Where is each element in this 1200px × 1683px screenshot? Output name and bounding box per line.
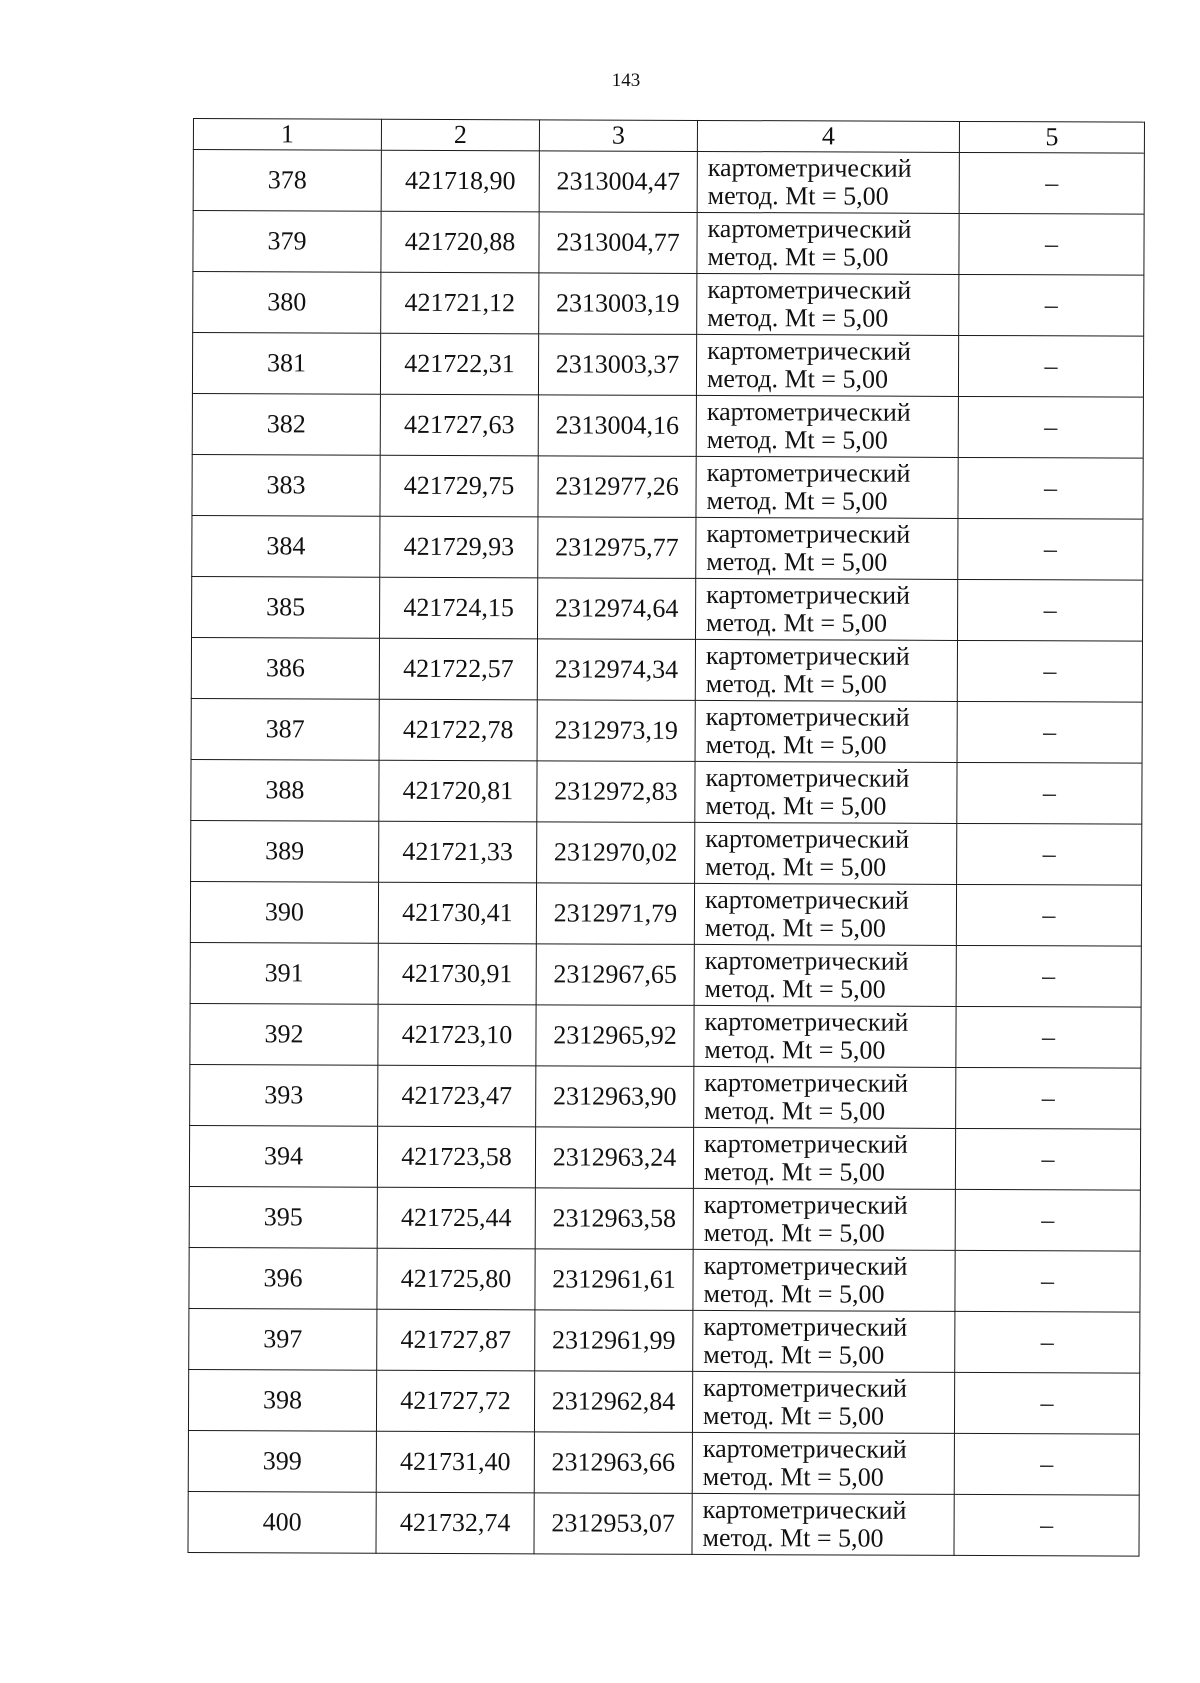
point-number-cell: 396 xyxy=(189,1247,377,1309)
x-coordinate-cell: 421721,33 xyxy=(379,821,537,883)
description-cell: – xyxy=(957,579,1142,641)
method-cell xyxy=(696,578,958,640)
description-cell: – xyxy=(957,640,1142,702)
method-line-1: картометрический xyxy=(704,1128,908,1159)
table-row xyxy=(188,1369,1139,1434)
method-line-1: картометрический xyxy=(702,1494,907,1525)
method-cell xyxy=(695,761,957,823)
y-coordinate-cell: 2312963,66 xyxy=(534,1432,692,1494)
description-cell: – xyxy=(959,152,1144,214)
coordinates-table xyxy=(187,118,1145,1557)
method-cell xyxy=(695,639,957,701)
method-line-1: картометрический xyxy=(704,1067,909,1098)
point-number-cell: 382 xyxy=(192,393,380,455)
method-cell xyxy=(692,1493,954,1555)
point-number-cell: 390 xyxy=(190,881,378,943)
y-coordinate-cell: 2312974,34 xyxy=(537,639,695,701)
description-cell: – xyxy=(956,1067,1141,1129)
x-coordinate-cell: 421722,78 xyxy=(379,699,537,761)
method-line-1: картометрический xyxy=(703,1189,908,1220)
y-coordinate-cell: 2312975,77 xyxy=(538,517,696,579)
y-coordinate-cell: 2312974,64 xyxy=(538,578,696,640)
table-row xyxy=(193,272,1144,337)
method-line-1: картометрический xyxy=(706,457,911,488)
method-line-2: метод. Mt = 5,00 xyxy=(707,302,889,333)
description-cell: – xyxy=(959,274,1144,336)
method-line-1: картометрический xyxy=(706,396,911,427)
header-cell-2: 2 xyxy=(381,119,539,151)
method-line-2: метод. Mt = 5,00 xyxy=(705,729,887,760)
method-line-2: метод. Mt = 5,00 xyxy=(703,1217,885,1248)
point-number-cell: 385 xyxy=(192,576,380,638)
y-coordinate-cell: 2312961,61 xyxy=(535,1249,693,1311)
table-row xyxy=(189,1247,1140,1312)
y-coordinate-cell: 2313004,47 xyxy=(539,151,697,213)
x-coordinate-cell: 421725,80 xyxy=(377,1248,535,1310)
description-cell: – xyxy=(954,1494,1139,1556)
table-row xyxy=(192,454,1143,519)
description-cell: – xyxy=(958,335,1143,397)
method-line-2: метод. Mt = 5,00 xyxy=(702,1461,884,1492)
method-line-1: картометрический xyxy=(703,1372,907,1403)
method-line-1: картометрический xyxy=(705,640,910,671)
x-coordinate-cell: 421727,72 xyxy=(376,1370,534,1432)
method-line-1: картометрический xyxy=(705,701,910,732)
method-cell xyxy=(696,395,958,457)
point-number-cell: 398 xyxy=(188,1369,376,1431)
table-body xyxy=(188,150,1144,1557)
x-coordinate-cell: 421718,90 xyxy=(381,150,539,212)
method-line-1: картометрический xyxy=(703,1311,908,1342)
y-coordinate-cell: 2313004,77 xyxy=(539,212,697,274)
method-line-2: метод. Mt = 5,00 xyxy=(703,1156,886,1187)
point-number-cell: 378 xyxy=(193,150,381,212)
method-cell xyxy=(692,1432,954,1494)
method-line-1: картометрический xyxy=(705,762,910,793)
header-cell-1: 1 xyxy=(193,119,381,151)
y-coordinate-cell: 2312967,65 xyxy=(536,944,694,1006)
description-cell: – xyxy=(955,1311,1140,1373)
point-number-cell: 384 xyxy=(192,515,380,577)
y-coordinate-cell: 2312963,24 xyxy=(535,1127,693,1189)
description-cell: – xyxy=(956,1006,1141,1068)
table-row xyxy=(192,515,1143,580)
x-coordinate-cell: 421731,40 xyxy=(376,1431,534,1493)
x-coordinate-cell: 421729,93 xyxy=(380,516,538,578)
method-line-2: метод. Mt = 5,00 xyxy=(702,1400,885,1431)
description-cell: – xyxy=(954,1433,1139,1495)
x-coordinate-cell: 421727,87 xyxy=(377,1309,535,1371)
method-line-1: картометрический xyxy=(707,213,912,244)
y-coordinate-cell: 2312963,90 xyxy=(536,1066,694,1128)
method-line-1: картометрический xyxy=(704,884,909,915)
table-row xyxy=(190,881,1141,946)
table-header xyxy=(193,119,1144,154)
method-line-1: картометрический xyxy=(706,518,911,549)
y-coordinate-cell: 2312973,19 xyxy=(537,700,695,762)
description-cell: – xyxy=(958,457,1143,519)
x-coordinate-cell: 421730,91 xyxy=(378,943,536,1005)
header-cell-4: 4 xyxy=(697,120,959,152)
y-coordinate-cell: 2312965,92 xyxy=(536,1005,694,1067)
table-row xyxy=(191,820,1142,885)
point-number-cell: 397 xyxy=(189,1308,377,1370)
method-line-2: метод. Mt = 5,00 xyxy=(704,973,886,1004)
x-coordinate-cell: 421720,81 xyxy=(379,760,537,822)
table-row xyxy=(193,150,1144,215)
table-row xyxy=(193,211,1144,276)
y-coordinate-cell: 2313004,16 xyxy=(538,395,696,457)
description-cell: – xyxy=(954,1372,1139,1434)
description-cell: – xyxy=(957,701,1142,763)
table-row xyxy=(191,637,1142,702)
table-row xyxy=(188,1491,1139,1556)
y-coordinate-cell: 2312971,79 xyxy=(536,883,694,945)
table-row xyxy=(189,1308,1140,1373)
x-coordinate-cell: 421732,74 xyxy=(376,1492,534,1554)
method-line-1: картометрический xyxy=(703,1250,908,1281)
method-line-2: метод. Mt = 5,00 xyxy=(707,241,889,272)
method-line-2: метод. Mt = 5,00 xyxy=(703,1339,885,1370)
description-cell: – xyxy=(958,396,1143,458)
point-number-cell: 389 xyxy=(191,820,379,882)
table-row xyxy=(188,1430,1139,1495)
point-number-cell: 388 xyxy=(191,759,379,821)
x-coordinate-cell: 421721,12 xyxy=(381,272,539,334)
y-coordinate-cell: 2312961,99 xyxy=(535,1310,693,1372)
method-cell xyxy=(693,1188,955,1250)
description-cell: – xyxy=(957,762,1142,824)
table-row xyxy=(190,942,1141,1007)
x-coordinate-cell: 421722,57 xyxy=(379,638,537,700)
description-cell: – xyxy=(958,518,1143,580)
x-coordinate-cell: 421723,47 xyxy=(378,1065,536,1127)
method-cell xyxy=(693,1249,955,1311)
point-number-cell: 395 xyxy=(189,1186,377,1248)
method-line-2: метод. Mt = 5,00 xyxy=(705,790,887,821)
description-cell: – xyxy=(956,884,1141,946)
x-coordinate-cell: 421725,44 xyxy=(377,1187,535,1249)
x-coordinate-cell: 421722,31 xyxy=(380,333,538,395)
table-row xyxy=(192,576,1143,641)
y-coordinate-cell: 2312972,83 xyxy=(537,761,695,823)
method-line-2: метод. Mt = 5,00 xyxy=(706,546,888,577)
method-line-2: метод. Mt = 5,00 xyxy=(707,180,889,211)
method-line-2: метод. Mt = 5,00 xyxy=(702,1522,884,1553)
x-coordinate-cell: 421727,63 xyxy=(380,394,538,456)
method-line-1: картометрический xyxy=(705,823,910,854)
page-number: 143 xyxy=(611,70,641,91)
y-coordinate-cell: 2313003,19 xyxy=(539,273,697,335)
method-cell xyxy=(694,1066,956,1128)
description-cell: – xyxy=(955,1250,1140,1312)
table-row xyxy=(190,1003,1141,1068)
y-coordinate-cell: 2312970,02 xyxy=(537,822,695,884)
method-cell xyxy=(695,822,957,884)
method-line-2: метод. Mt = 5,00 xyxy=(706,363,889,394)
x-coordinate-cell: 421723,58 xyxy=(377,1126,535,1188)
table-row xyxy=(191,759,1142,824)
y-coordinate-cell: 2312953,07 xyxy=(534,1493,692,1555)
method-line-2: метод. Mt = 5,00 xyxy=(703,1278,885,1309)
description-cell: – xyxy=(959,213,1144,275)
x-coordinate-cell: 421729,75 xyxy=(380,455,538,517)
table-row xyxy=(192,393,1143,458)
method-line-1: картометрический xyxy=(706,579,911,610)
method-line-2: метод. Mt = 5,00 xyxy=(705,851,887,882)
table-row xyxy=(190,1064,1141,1129)
method-cell xyxy=(694,1005,956,1067)
table-row xyxy=(191,698,1142,763)
method-line-1: картометрический xyxy=(707,152,912,183)
coordinates-table-wrapper xyxy=(187,118,1144,1557)
table-row xyxy=(192,333,1143,398)
y-coordinate-cell: 2312977,26 xyxy=(538,456,696,518)
y-coordinate-cell: 2312962,84 xyxy=(534,1371,692,1433)
method-cell xyxy=(694,883,956,945)
method-line-2: метод. Mt = 5,00 xyxy=(705,668,887,699)
method-cell xyxy=(697,212,959,274)
method-line-1: картометрический xyxy=(704,1006,909,1037)
method-line-2: метод. Mt = 5,00 xyxy=(704,1095,886,1126)
point-number-cell: 391 xyxy=(190,942,378,1004)
table-row xyxy=(189,1186,1140,1251)
method-cell xyxy=(693,1127,955,1189)
method-line-1: картометрический xyxy=(707,274,912,305)
point-number-cell: 393 xyxy=(190,1064,378,1126)
point-number-cell: 380 xyxy=(193,272,381,334)
method-cell xyxy=(697,151,959,213)
y-coordinate-cell: 2313003,37 xyxy=(538,334,696,396)
method-line-2: метод. Mt = 5,00 xyxy=(706,424,888,455)
method-cell xyxy=(696,517,958,579)
method-cell xyxy=(693,1310,955,1372)
header-cell-5: 5 xyxy=(959,121,1144,153)
method-cell xyxy=(696,456,958,518)
point-number-cell: 394 xyxy=(189,1125,377,1187)
description-cell: – xyxy=(957,823,1142,885)
point-number-cell: 379 xyxy=(193,211,381,273)
method-line-2: метод. Mt = 5,00 xyxy=(704,912,886,943)
method-cell xyxy=(694,944,956,1006)
method-line-2: метод. Mt = 5,00 xyxy=(706,485,888,516)
x-coordinate-cell: 421724,15 xyxy=(380,577,538,639)
x-coordinate-cell: 421720,88 xyxy=(381,211,539,273)
description-cell: – xyxy=(955,1128,1140,1190)
x-coordinate-cell: 421723,10 xyxy=(378,1004,536,1066)
point-number-cell: 387 xyxy=(191,698,379,760)
x-coordinate-cell: 421730,41 xyxy=(378,882,536,944)
point-number-cell: 386 xyxy=(191,637,379,699)
point-number-cell: 392 xyxy=(190,1003,378,1065)
description-cell: – xyxy=(956,945,1141,1007)
method-cell xyxy=(696,334,958,396)
method-line-2: метод. Mt = 5,00 xyxy=(706,607,888,638)
method-cell xyxy=(692,1371,954,1433)
method-line-2: метод. Mt = 5,00 xyxy=(704,1034,886,1065)
y-coordinate-cell: 2312963,58 xyxy=(535,1188,693,1250)
table-row xyxy=(189,1125,1140,1190)
header-cell-3: 3 xyxy=(539,120,697,152)
method-line-1: картометрический xyxy=(707,335,911,366)
point-number-cell: 400 xyxy=(188,1491,376,1553)
method-cell xyxy=(695,700,957,762)
method-line-1: картометрический xyxy=(702,1433,907,1464)
point-number-cell: 381 xyxy=(192,333,380,395)
method-cell xyxy=(697,273,959,335)
header-row xyxy=(193,119,1144,154)
description-cell: – xyxy=(955,1189,1140,1251)
point-number-cell: 383 xyxy=(192,454,380,516)
method-line-1: картометрический xyxy=(704,945,909,976)
point-number-cell: 399 xyxy=(188,1430,376,1492)
